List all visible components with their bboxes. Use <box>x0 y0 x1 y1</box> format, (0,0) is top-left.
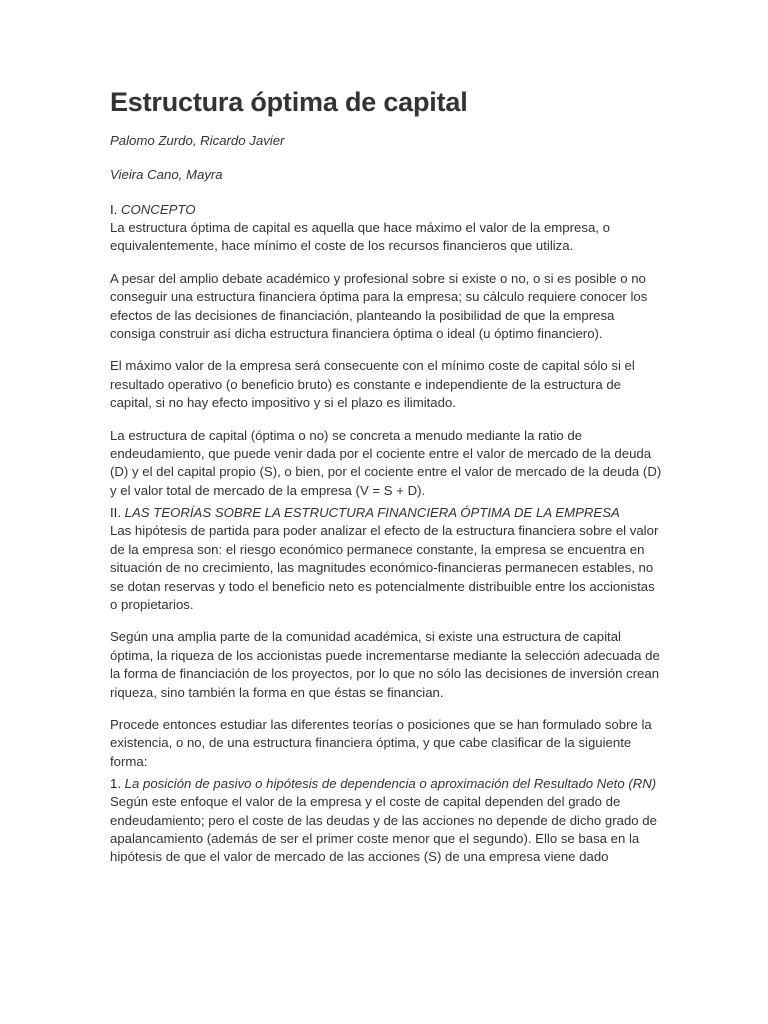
section-number: 1. <box>110 776 121 792</box>
paragraph: El máximo valor de la empresa será consecuente con el mínimo coste de capital sólo si el resultado operativo (o beneficio bruto) es constante e independiente de la estructura de capital, si no hay efecto impositivo y si el plazo es ilimitado. <box>110 358 635 411</box>
section-heading <box>110 775 662 793</box>
paragraph: La estructura de capital (óptima o no) se concreta a menudo mediante la ratio de endeudamiento, que puede venir dada por el cociente entre el valor de mercado de la deuda (D) y el del capital propio (S), o bien, por el cociente entre el valor de mercado de la deuda (D) y el valor total de mercado de la empresa (V = S + D). <box>110 427 662 498</box>
document-page <box>110 84 662 881</box>
paragraph: Según este enfoque el valor de la empresa y el coste de capital dependen del grado de endeudamiento; pero el coste de las deudas y de las acciones no depende de dicho grado de apalancamiento (además de ser el primer coste menor que el segundo). Ello se basa en la hipótesis de que el valor de mercado de las acciones (S) de una empresa viene dado <box>110 794 657 865</box>
section-title: CONCEPTO <box>121 202 196 217</box>
paragraph: Las hipótesis de partida para poder analizar el efecto de la estructura financiera sobre el valor de la empresa son: el riesgo económico permanece constante, la empresa se encuentra en situación de no crecimiento, las magnitudes económico-financieras permanecen estables, no se dotan reservas y todo el beneficio neto es potencialmente distribuible entre los accionistas o propietarios. <box>110 523 659 612</box>
section-heading <box>110 504 662 522</box>
author-name: Palomo Zurdo, Ricardo Javier <box>110 133 285 148</box>
section-title: LAS TEORÍAS SOBRE LA ESTRUCTURA FINANCIERA ÓPTIMA DE LA EMPRESA <box>124 505 620 521</box>
paragraph: Procede entonces estudiar las diferentes teorías o posiciones que se han formulado sobre la existencia, o no, de una estructura financiera óptima, y que cabe clasificar de la siguiente forma: <box>110 716 652 769</box>
section-number: I. <box>110 202 118 217</box>
section-title: La posición de pasivo o hipótesis de dependencia o aproximación del Resultado Neto (RN) <box>124 776 657 792</box>
paragraph: La estructura óptima de capital es aquella que hace máximo el valor de la empresa, o equivalentemente, hace mínimo el coste de los recursos financieros que utiliza. <box>110 220 610 254</box>
document-title: Estructura óptima de capital <box>110 87 468 117</box>
section-number: II. <box>110 505 121 521</box>
author-name: Vieira Cano, Mayra <box>110 167 223 182</box>
paragraph: Según una amplia parte de la comunidad académica, si existe una estructura de capital óptima, la riqueza de los accionistas puede incrementarse mediante la selección adecuada de la forma de financiación de los proyectos, por lo que no sólo las decisiones de inversión crean riqueza, sino también la forma en que éstas se financian. <box>110 629 660 700</box>
section-heading <box>110 201 662 219</box>
paragraph: A pesar del amplio debate académico y profesional sobre si existe o no, o si es posible o no conseguir una estructura financiera óptima para la empresa; su cálculo requiere conocer los efectos de las decisiones de financiación, planteando la posibilidad de que la empresa consiga construir así dicha estructura financiera óptima o ideal (u óptimo financiero). <box>110 270 648 342</box>
